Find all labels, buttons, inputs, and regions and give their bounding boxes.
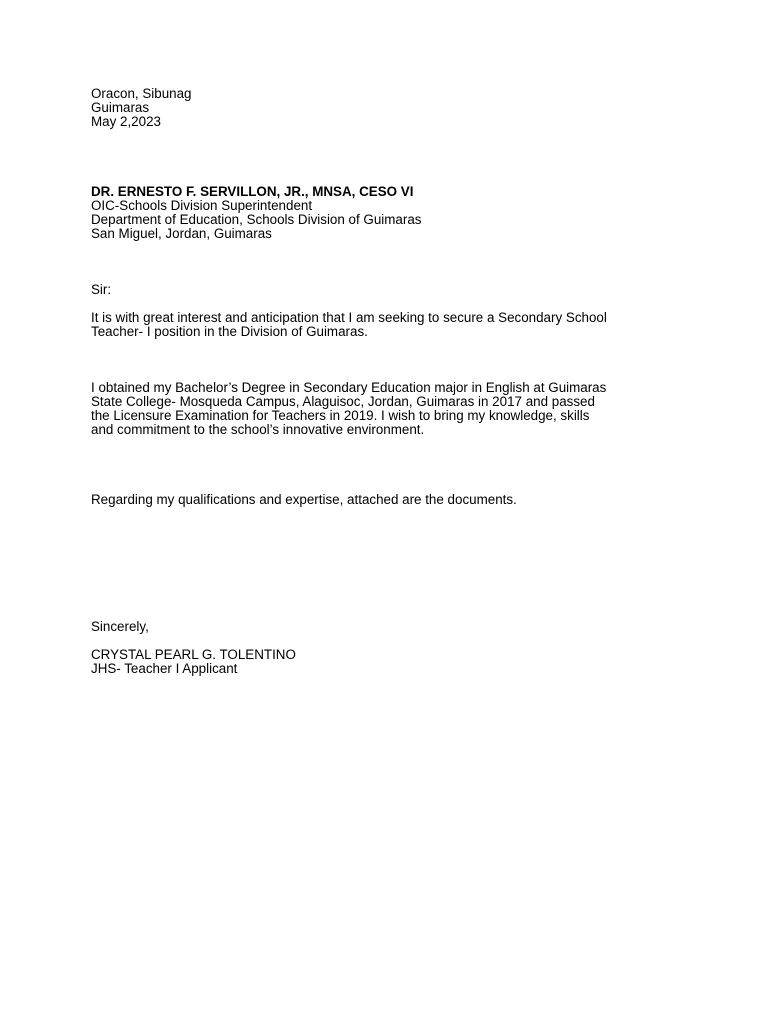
paragraph-2-line-2: State College- Mosqueda Campus, Alaguisoc, Jordan, Guimaras in 2017 and passed bbox=[91, 394, 595, 409]
paragraph-2-line-3: the Licensure Examination for Teachers in 2019. I wish to bring my knowledge, skills bbox=[91, 408, 590, 423]
sender-address-line1: Oracon, Sibunag bbox=[91, 86, 192, 101]
signatory-position: JHS- Teacher I Applicant bbox=[91, 661, 238, 676]
closing-block bbox=[91, 620, 691, 634]
recipient-office: Department of Education, Schools Division of Guimaras bbox=[91, 212, 422, 227]
letter-date: May 2,2023 bbox=[91, 114, 161, 129]
recipient-address: San Miguel, Jordan, Guimaras bbox=[91, 226, 272, 241]
paragraph-3 bbox=[91, 493, 691, 507]
paragraph-1 bbox=[91, 311, 691, 339]
paragraph-2 bbox=[91, 381, 691, 437]
salutation-block bbox=[91, 283, 691, 297]
recipient-name: DR. ERNESTO F. SERVILLON, JR., MNSA, CESO VI bbox=[91, 184, 414, 199]
salutation: Sir: bbox=[91, 282, 112, 297]
recipient-block bbox=[91, 185, 691, 241]
paragraph-1-line-2: Teacher- I position in the Division of Guimaras. bbox=[91, 324, 368, 339]
paragraph-2-line-4: and commitment to the school’s innovative environment. bbox=[91, 422, 425, 437]
paragraph-1-line-1: It is with great interest and anticipation that I am seeking to secure a Secondary School bbox=[91, 310, 607, 325]
paragraph-2-line-1: I obtained my Bachelor’s Degree in Secondary Education major in English at Guimaras bbox=[91, 380, 607, 395]
closing: Sincerely, bbox=[91, 619, 149, 634]
signatory-name: CRYSTAL PEARL G. TOLENTINO bbox=[91, 647, 296, 662]
paragraph-3-line-1: Regarding my qualifications and expertise, attached are the documents. bbox=[91, 492, 517, 507]
signature-block bbox=[91, 648, 691, 676]
sender-address-block bbox=[91, 87, 691, 129]
recipient-title: OIC-Schools Division Superintendent bbox=[91, 198, 313, 213]
sender-address-line2: Guimaras bbox=[91, 100, 150, 115]
